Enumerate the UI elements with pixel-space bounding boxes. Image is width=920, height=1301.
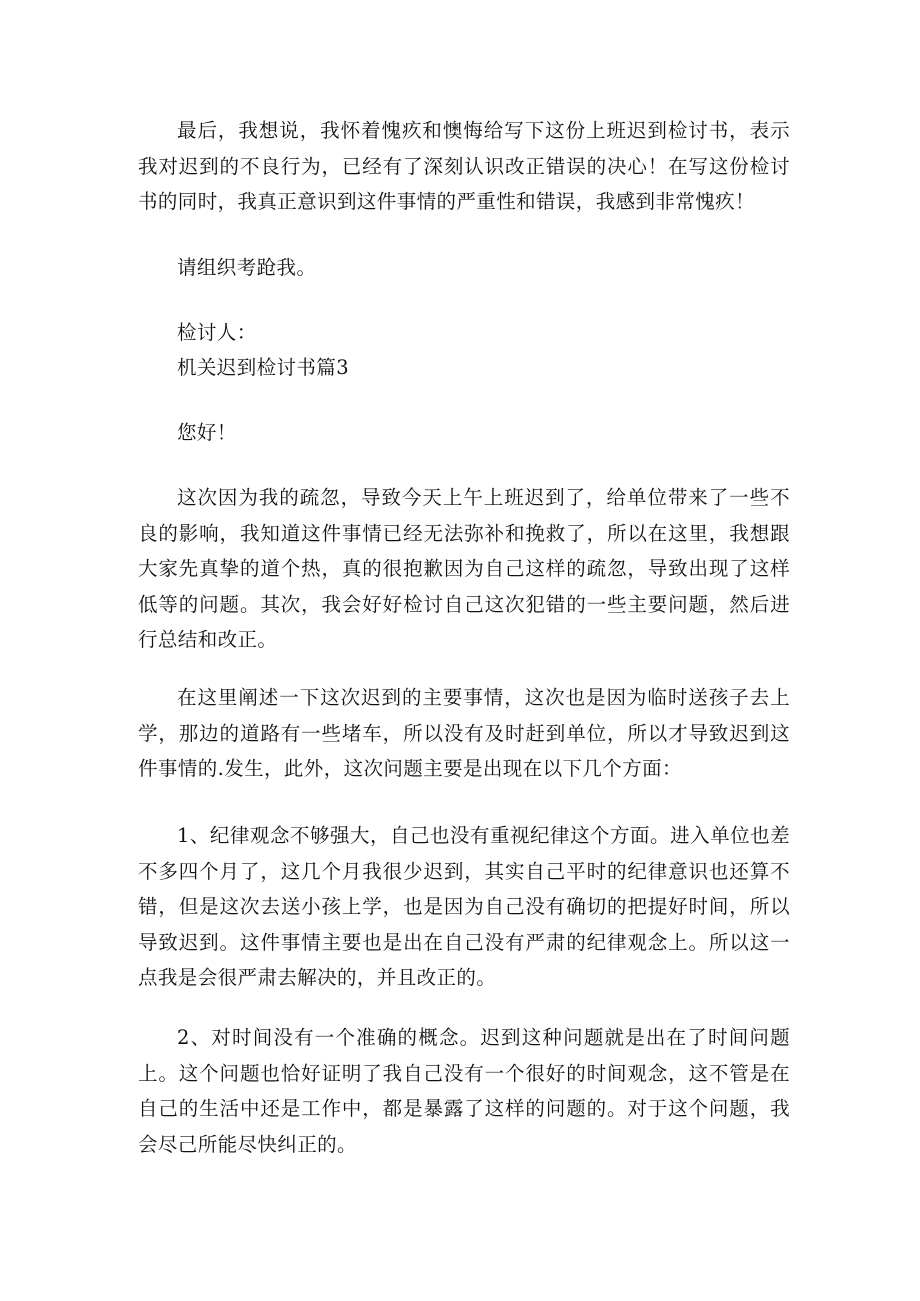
list-item-2: 2、对时间没有一个准确的概念。迟到这种问题就是出在了时间问题上。这个问题也恰好证明了我自己没有一个很好的时间观念，这不管是在自己的生活中还是工作中，都是暴露了这样的问题的。对于这个问题，我会尽己所能尽快纠正的。 (138, 1026, 790, 1156)
section-heading: 机关迟到检讨书篇3 (177, 356, 350, 379)
greeting-line: 您好！ (177, 421, 237, 444)
signature-label: 检讨人： (177, 321, 257, 344)
body-paragraph-2: 在这里阐述一下这次迟到的主要事情，这次也是因为临时送孩子去上学，那边的道路有一些堵车，所以没有及时赶到单位，所以才导致迟到这件事情的.发生，此外，这次问题主要是出现在以下几个方面： (138, 686, 790, 780)
list-item-1: 1、纪律观念不够强大，自己也没有重视纪律这个方面。进入单位也差不多四个月了，这几个月我很少迟到，其实自己平时的纪律意识也还算不错，但是这次去送小孩上学，也是因为自己没有确切的把提好时间，所以导致迟到。这件事情主要也是出在自己没有严肃的纪律观念上。所以这一点我是会很严肃去解决的，并且改正的。 (138, 824, 790, 989)
closing-paragraph: 最后，我想说，我怀着愧疚和懊悔给写下这份上班迟到检讨书，表示我对迟到的不良行为，已经有了深刻认识改正错误的决心！在写这份检讨书的同时，我真正意识到这件事情的严重性和错误，我感到非常愧疚！ (138, 119, 790, 213)
body-paragraph-1: 这次因为我的疏忽，导致今天上午上班迟到了，给单位带来了一些不良的影响，我知道这件事情已经无法弥补和挽救了，所以在这里，我想跟大家先真挚的道个热，真的很抱歉因为自己这样的疏忽，导致出现了这样低等的问题。其次，我会好好检讨自己这次犯错的一些主要问题，然后进行总结和改正。 (138, 486, 790, 651)
request-line: 请组织考跄我。 (177, 256, 317, 279)
